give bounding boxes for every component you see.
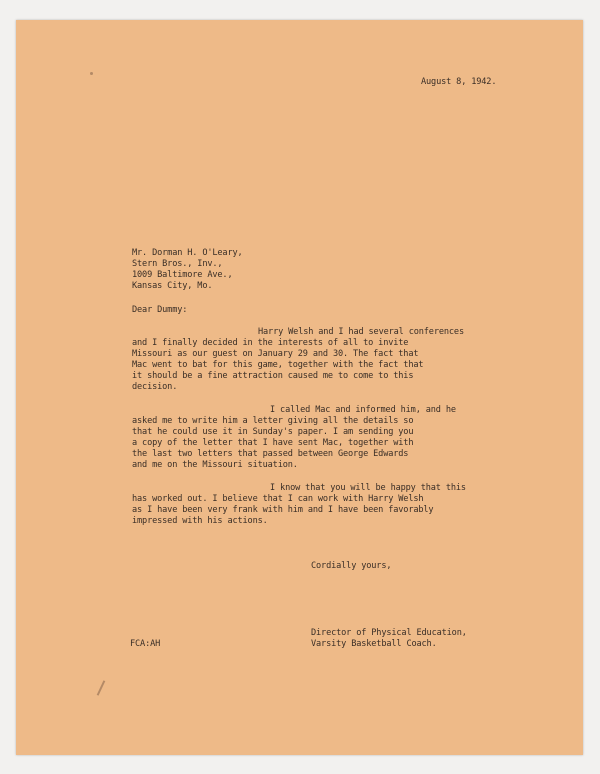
paragraph-2-line: the last two letters that passed between George Edwards xyxy=(132,449,409,459)
paragraph-1-line: Harry Welsh and I had several conferences xyxy=(258,327,464,337)
signature-title: Director of Physical Education, xyxy=(311,628,467,638)
letter-date: August 8, 1942. xyxy=(421,77,497,87)
initials: FCA:AH xyxy=(130,639,161,649)
salutation: Dear Dummy: xyxy=(132,305,188,315)
paragraph-2-line: a copy of the letter that I have sent Mac, together with xyxy=(132,438,414,448)
paragraph-3-line: as I have been very frank with him and I have been favorably xyxy=(132,505,434,515)
paragraph-2-line: and me on the Missouri situation. xyxy=(132,460,298,470)
paragraph-1-line: Missouri as our guest on January 29 and 30. The fact that xyxy=(132,349,419,359)
paragraph-2-line: asked me to write him a letter giving all the details so xyxy=(132,416,414,426)
paragraph-1-line: and I finally decided in the interests of all to invite xyxy=(132,338,409,348)
paragraph-1-line: decision. xyxy=(132,382,178,392)
paragraph-2-line: I called Mac and informed him, and he xyxy=(270,405,456,415)
paragraph-1-line: it should be a fine attraction caused me to come to this xyxy=(132,371,414,381)
signature-title: Varsity Basketball Coach. xyxy=(311,639,437,649)
paragraph-3-line: has worked out. I believe that I can work with Harry Welsh xyxy=(132,494,424,504)
letter-sheet xyxy=(16,20,583,755)
paragraph-2-line: that he could use it in Sunday's paper. I am sending you xyxy=(132,427,414,437)
paragraph-3-line: impressed with his actions. xyxy=(132,516,268,526)
paper-blemish xyxy=(90,72,93,75)
closing: Cordially yours, xyxy=(311,561,392,571)
address-line: Mr. Dorman H. O'Leary, xyxy=(132,248,243,258)
paragraph-3-line: I know that you will be happy that this xyxy=(270,483,466,493)
paper-blemish xyxy=(97,680,106,695)
address-line: Kansas City, Mo. xyxy=(132,281,213,291)
address-line: 1009 Baltimore Ave., xyxy=(132,270,233,280)
address-line: Stern Bros., Inv., xyxy=(132,259,223,269)
paragraph-1-line: Mac went to bat for this game, together with the fact that xyxy=(132,360,424,370)
